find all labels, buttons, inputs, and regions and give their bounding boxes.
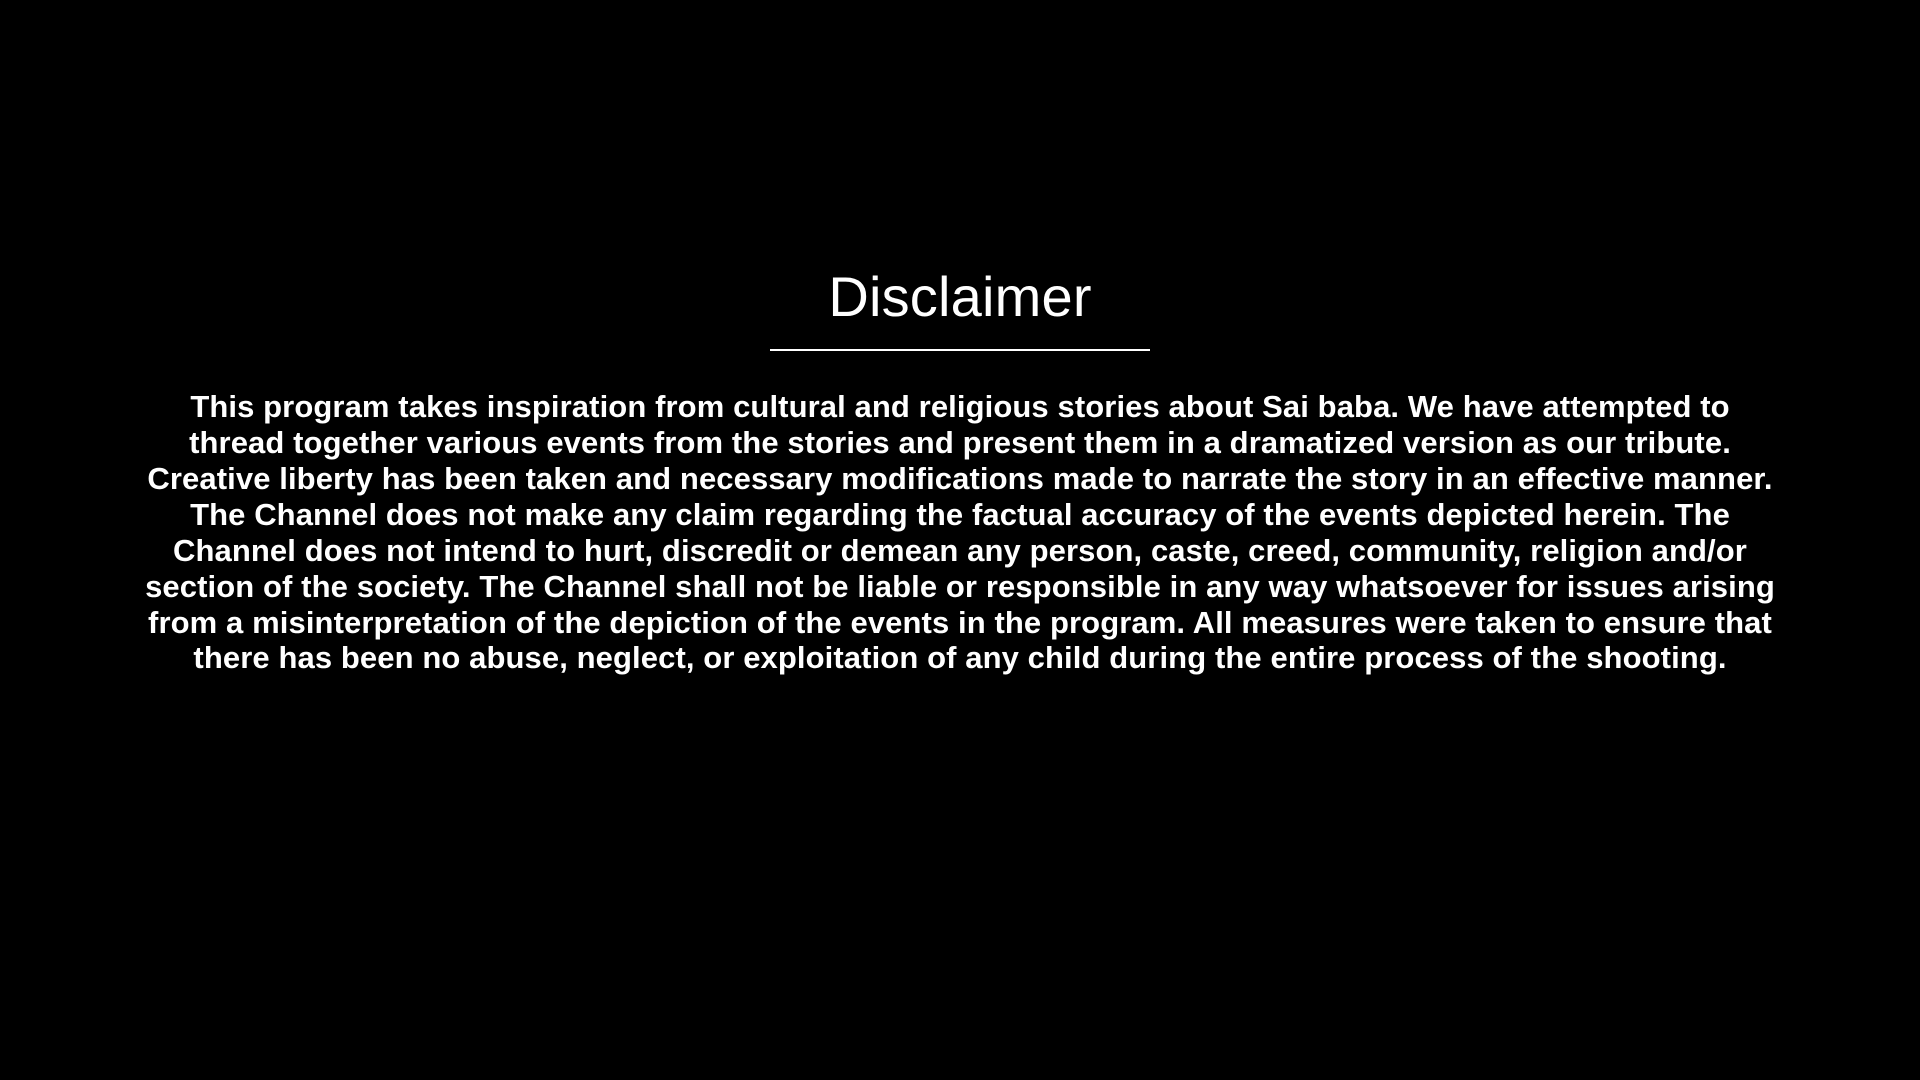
title-divider: [770, 349, 1150, 351]
disclaimer-body-text: This program takes inspiration from cultural and religious stories about Sai baba. We have attempted to thread together various events from the stories and present them in a dramatized version as our tribute. Creative liberty has been taken and necessary modifications made to narrate the story in an effective manner. The Channel does not make any claim regarding the factual accuracy of the events depicted herein. The Channel does not intend to hurt, discredit or demean any person, caste, creed, community, religion and/or section of the society. The Channel shall not be liable or responsible in any way whatsoever for issues arising from a misinterpretation of the depiction of the events in the program. All measures were taken to ensure that there has been no abuse, neglect, or exploitation of any child during the entire process of the shooting.: [145, 388, 1775, 676]
page-title: Disclaimer: [828, 265, 1092, 328]
disclaimer-content: [0, 265, 1920, 707]
